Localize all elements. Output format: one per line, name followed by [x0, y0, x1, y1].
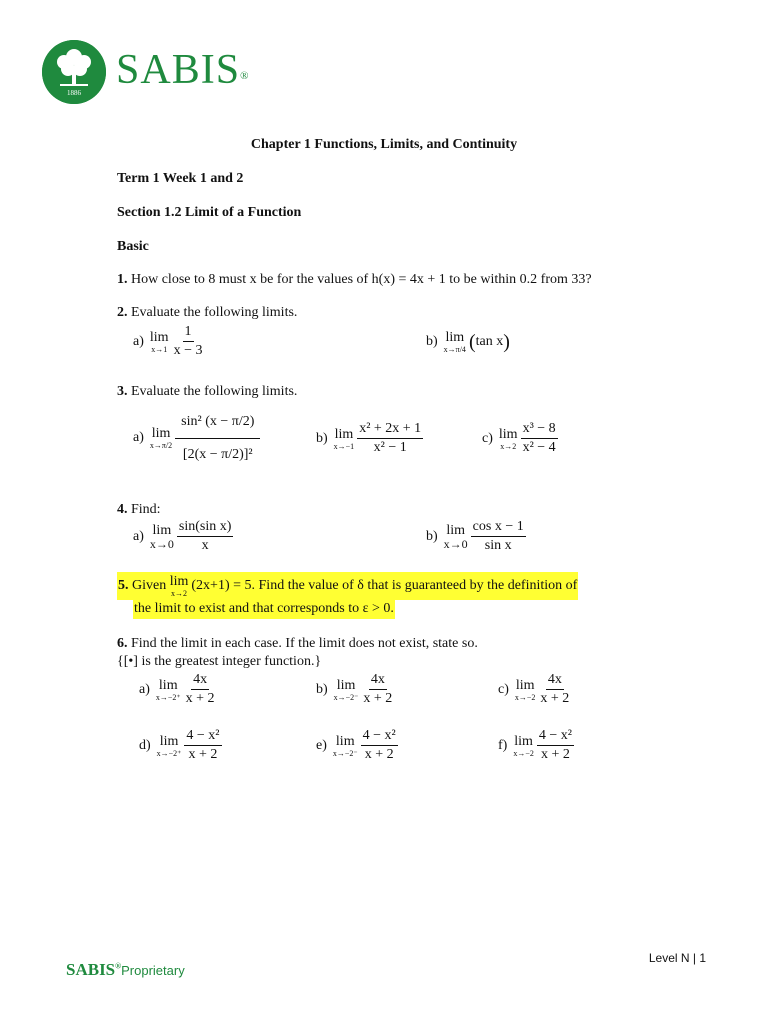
open-paren: (	[468, 331, 476, 353]
limit-operator	[156, 678, 181, 702]
denominator: [2(x − π/2)]²	[182, 447, 253, 462]
lim-word: lim	[515, 677, 535, 693]
limit-approach: x→−2⁻	[333, 692, 359, 702]
limit-operator	[334, 427, 355, 451]
part-label: b)	[426, 334, 438, 349]
page-level-number: Level N | 1	[648, 951, 706, 965]
limit-approach: x→−2⁻	[332, 748, 358, 758]
q4-part-a	[133, 519, 233, 554]
q3-part-b	[316, 421, 423, 456]
q3-part-c	[482, 421, 558, 456]
fraction	[177, 519, 234, 554]
footer-brand: SABIS	[66, 960, 116, 979]
fraction	[184, 728, 221, 763]
footer-logo	[66, 960, 185, 980]
limit-approach: x→0	[443, 536, 468, 551]
limit-operator	[150, 426, 172, 450]
q6-part-a	[139, 672, 217, 707]
fraction	[361, 728, 398, 763]
limit-operator	[444, 523, 468, 551]
denominator: x + 2	[364, 747, 394, 762]
denominator: x + 2	[540, 691, 570, 706]
fraction	[172, 324, 205, 359]
lim-word: lim	[336, 677, 356, 693]
footer-proprietary: Proprietary	[121, 963, 185, 978]
tree-icon	[42, 40, 106, 104]
lim-word: lim	[151, 425, 171, 441]
denominator: x + 2	[188, 747, 218, 762]
limit-approach: x→−2⁺	[155, 692, 181, 702]
part-label: d)	[139, 737, 151, 753]
question-text: Evaluate the following limits.	[131, 305, 298, 320]
lim-word: lim	[169, 574, 189, 589]
fraction	[184, 672, 217, 707]
part-label: a)	[133, 429, 144, 445]
question-text: . Find the value of δ that is guaranteed by the definition of	[251, 578, 578, 593]
question-number: 2.	[117, 305, 128, 320]
svg-text:1886: 1886	[67, 89, 81, 97]
limit-operator	[150, 523, 174, 551]
expression: (2x+1) = 5	[191, 578, 252, 593]
q6-part-b	[316, 672, 394, 707]
limit-approach: x→2	[171, 589, 188, 598]
question-text: Find the limit in each case. If the limit does not exist, state so.	[131, 636, 478, 651]
numerator: sin(sin x)	[177, 519, 234, 537]
limit-approach: x→−2	[513, 748, 534, 758]
q2-part-a	[133, 324, 204, 359]
lim-word: lim	[445, 330, 465, 345]
numerator: x³ − 8	[521, 421, 558, 439]
limit-approach: x→−2	[514, 692, 536, 702]
part-label: c)	[498, 681, 509, 697]
limit-operator	[333, 734, 358, 758]
numerator: 4 − x²	[537, 728, 574, 746]
fraction	[537, 728, 574, 763]
fraction	[361, 672, 394, 707]
q4-part-b	[426, 519, 526, 554]
part-label: b)	[316, 430, 328, 446]
question-6-note: {[•] is the greatest integer function.}	[117, 654, 322, 669]
chapter-title: Chapter 1 Functions, Limits, and Continuity	[250, 137, 518, 152]
question-5-line-2	[133, 601, 395, 617]
highlight-line-1	[117, 572, 578, 600]
q6-part-d	[139, 728, 222, 763]
limit-operator	[444, 330, 466, 354]
question-6	[117, 636, 478, 652]
limit-operator	[515, 678, 536, 702]
denominator: x − 3	[173, 343, 203, 358]
given-word: Given	[132, 578, 167, 593]
denominator: sin x	[484, 538, 512, 553]
lim-word: lim	[159, 733, 179, 749]
numerator: cos x − 1	[471, 519, 526, 537]
numerator: 4x	[191, 672, 209, 690]
highlight-line-2: the limit to exist and that corresponds to ε > 0.	[133, 598, 395, 619]
limit-operator	[170, 574, 189, 598]
lim-word: lim	[498, 426, 518, 442]
part-label: f)	[498, 737, 508, 753]
q6-part-c	[498, 672, 571, 707]
lim-word: lim	[152, 522, 172, 538]
question-text: How close to 8 must x be for the values of h(x) = 4x + 1 to be within 0.2 from 33?	[131, 272, 592, 287]
footer-registered-mark: ®	[115, 961, 122, 971]
limit-approach: x→π/4	[443, 345, 466, 354]
question-number: 6.	[117, 636, 128, 651]
question-5	[117, 572, 578, 600]
denominator: x² − 1	[373, 440, 407, 455]
limit-operator	[157, 734, 182, 758]
lim-word: lim	[514, 733, 533, 749]
fraction	[538, 672, 571, 707]
limit-operator	[499, 427, 518, 451]
limit-approach: x→π/2	[149, 440, 173, 450]
question-1	[117, 272, 592, 288]
denominator: x + 2	[185, 691, 215, 706]
lim-word: lim	[335, 733, 355, 749]
fraction	[521, 421, 558, 456]
part-label: a)	[139, 681, 150, 697]
lim-word: lim	[334, 426, 354, 442]
fraction	[175, 408, 260, 467]
part-label: a)	[133, 528, 144, 544]
q2-part-b	[426, 330, 510, 354]
question-4	[117, 502, 161, 518]
part-label: b)	[316, 681, 328, 697]
brand-wordmark	[116, 46, 248, 94]
lim-word: lim	[158, 677, 178, 693]
sabis-tree-logo	[42, 40, 106, 104]
question-number: 1.	[117, 272, 128, 287]
numerator: sin² (x − π/2)	[175, 408, 260, 439]
numerator: 1	[183, 324, 194, 342]
denominator: x² − 4	[522, 440, 556, 455]
lim-word: lim	[446, 522, 465, 538]
part-label: a)	[133, 333, 144, 349]
q3-part-a	[133, 408, 260, 467]
question-number: 4.	[117, 502, 128, 517]
lim-word: lim	[149, 329, 169, 345]
level-heading: Basic	[117, 239, 149, 254]
numerator: 4 − x²	[184, 728, 221, 746]
limit-operator	[334, 678, 359, 702]
brand-name: SABIS	[116, 47, 241, 93]
fraction	[357, 421, 423, 456]
registered-mark: ®	[240, 70, 249, 82]
limit-approach: x→0	[149, 536, 174, 551]
numerator: 4x	[546, 672, 564, 690]
question-2	[117, 305, 297, 321]
term-heading: Term 1 Week 1 and 2	[117, 171, 244, 186]
question-3	[117, 384, 297, 400]
limit-approach: x→2	[500, 441, 517, 451]
numerator: x² + 2x + 1	[357, 421, 423, 439]
limit-operator	[513, 734, 534, 758]
expression: tan x	[475, 334, 504, 349]
limit-operator	[150, 330, 169, 354]
question-number: 5.	[118, 578, 129, 593]
q6-part-f	[498, 728, 574, 763]
limit-approach: x→−2⁺	[156, 748, 182, 758]
numerator: 4 − x²	[361, 728, 398, 746]
question-text: Find:	[131, 502, 161, 517]
question-text: Evaluate the following limits.	[131, 384, 298, 399]
limit-approach: x→1	[151, 344, 168, 354]
part-label: e)	[316, 737, 327, 753]
limit-approach: x→−1	[333, 441, 355, 451]
part-label: b)	[426, 528, 438, 544]
close-paren: )	[503, 331, 510, 353]
numerator: 4x	[369, 672, 387, 690]
fraction	[471, 519, 526, 554]
section-heading: Section 1.2 Limit of a Function	[117, 205, 302, 220]
denominator: x + 2	[540, 747, 570, 762]
q6-part-e	[316, 728, 398, 763]
denominator: x + 2	[363, 691, 393, 706]
part-label: c)	[482, 430, 493, 446]
denominator: x	[201, 538, 209, 553]
question-number: 3.	[117, 384, 128, 399]
